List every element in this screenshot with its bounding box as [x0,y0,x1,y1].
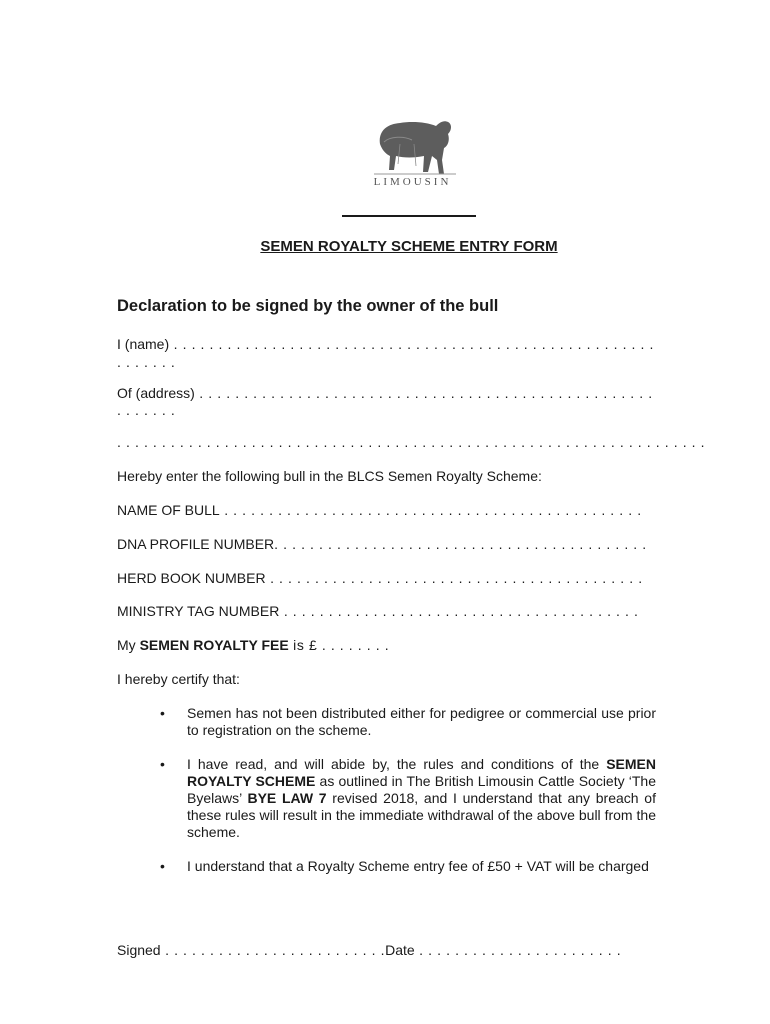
address-field-continuation[interactable] [117,402,175,418]
signature-line[interactable] [117,942,621,958]
signed-label: Signed [117,942,161,958]
tag-dots: . . . . . . . . . . . . . . . . . . . . . . . . . . . . . . . . . . . . . . . . [279,603,639,619]
address-cont-dots: . . . . . . . [117,402,176,418]
bullet-icon: • [160,756,165,772]
certify-statement: I hereby certify that: [117,671,240,687]
bull-name-field[interactable] [117,502,642,518]
certification-text-1: Semen has not been distributed either for pedigree or commercial use prior to registration on the scheme. [187,705,656,738]
dna-profile-field[interactable] [117,536,647,552]
certification-text-2: I have read, and will abide by, the rules and conditions of the SEMEN ROYALTY SCHEME as outlined in The British Limousin Cattle Society ‘The Byelaws’ BYE LAW 7 revised 2018, and I understand that any breach of these rules will result in the immediate withdrawal of the above bull from the scheme. [187,756,656,840]
divider-rule [342,215,476,217]
logo-wordmark: LIMOUSIN [373,176,452,188]
address-label: Of (address) [117,385,195,401]
enter-statement: Hereby enter the following bull in the BLCS Semen Royalty Scheme: [117,468,542,484]
dna-dots: . . . . . . . . . . . . . . . . . . . . . . . . . . . . . . . . . . . . . . . . . . [274,536,647,552]
herd-dots: . . . . . . . . . . . . . . . . . . . . . . . . . . . . . . . . . . . . . . . . . . [265,570,643,586]
certification-item-2 [160,756,656,841]
bull-icon [370,114,460,178]
address-line-2[interactable] [117,434,705,450]
name-field-continuation[interactable] [117,354,175,370]
bullet-icon: • [160,705,165,721]
address-field[interactable] [117,385,653,401]
bull-name-label: NAME OF BULL [117,502,220,518]
address-line-2-dots: . . . . . . . . . . . . . . . . . . . . . . . . . . . . . . . . . . . . . . . . . . . . . . . . . . . . . . . . . . . . . . . . . . [117,434,706,450]
name-dots: . . . . . . . . . . . . . . . . . . . . . . . . . . . . . . . . . . . . . . . . . . . . . . . . . . . . . . [169,336,655,352]
bull-name-dots: . . . . . . . . . . . . . . . . . . . . . . . . . . . . . . . . . . . . . . . . . . . . . . . [219,502,642,518]
signed-dots: . . . . . . . . . . . . . . . . . . . . . . . . . [160,942,386,958]
fee-suffix: is £ . . . . . . . . [288,637,390,653]
fee-label-bold: SEMEN ROYALTY FEE [139,637,289,653]
declaration-heading: Declaration to be signed by the owner of the bull [117,297,499,315]
form-title: SEMEN ROYALTY SCHEME ENTRY FORM [260,238,558,255]
royalty-fee-field[interactable] [117,637,389,653]
certification-text-3: I understand that a Royalty Scheme entry fee of £50 + VAT will be charged [187,858,649,874]
tag-label: MINISTRY TAG NUMBER [117,603,280,619]
name-label: I (name) [117,336,170,352]
dna-label: DNA PROFILE NUMBER [117,536,275,552]
name-cont-dots: . . . . . . . [117,354,176,370]
herd-book-field[interactable] [117,570,643,586]
date-label: Date [385,942,415,958]
certification-item-3 [160,858,656,875]
date-dots: . . . . . . . . . . . . . . . . . . . . . . . [414,942,622,958]
bullet-icon: • [160,858,165,874]
ministry-tag-field[interactable] [117,603,639,619]
address-dots: . . . . . . . . . . . . . . . . . . . . . . . . . . . . . . . . . . . . . . . . . . . . . . . . . . . [194,385,653,401]
fee-prefix: My [117,637,140,653]
herd-label: HERD BOOK NUMBER [117,570,266,586]
limousin-bull-logo [370,114,460,178]
certification-item-1 [160,705,656,739]
name-field[interactable] [117,336,654,352]
